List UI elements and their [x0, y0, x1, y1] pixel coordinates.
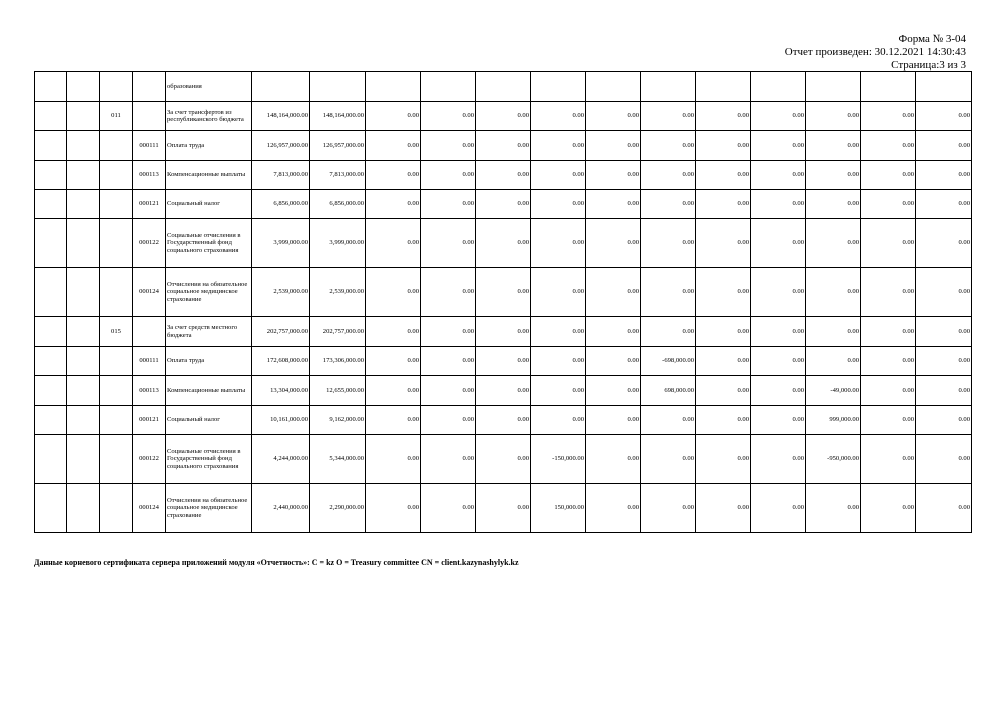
code-cell-c4: 000121 [133, 190, 166, 219]
row-name-cell: образования [166, 72, 252, 102]
code-cell-c4: 000111 [133, 347, 166, 376]
value-cell: 0.00 [531, 406, 586, 435]
value-cell: 0.00 [916, 102, 972, 131]
value-cell: 0.00 [696, 102, 751, 131]
code-cell-c4 [133, 102, 166, 131]
value-cell: 0.00 [531, 268, 586, 317]
table-row [35, 161, 972, 190]
value-cell: 0.00 [421, 190, 476, 219]
value-cell: 0.00 [586, 268, 641, 317]
code-cell-c1 [35, 190, 67, 219]
code-cell-c2 [67, 376, 100, 406]
value-cell: 0.00 [751, 435, 806, 484]
code-cell-c3: 015 [100, 317, 133, 347]
value-cell: 0.00 [586, 102, 641, 131]
value-cell: 0.00 [751, 102, 806, 131]
code-cell-c3 [100, 406, 133, 435]
value-cell: 0.00 [806, 190, 861, 219]
value-cell: 0.00 [641, 102, 696, 131]
value-cell: 0.00 [421, 376, 476, 406]
value-cell [806, 72, 861, 102]
table-row [35, 376, 972, 406]
code-cell-c2 [67, 347, 100, 376]
value-cell: 0.00 [641, 406, 696, 435]
page-indicator: Страница:3 из 3 [891, 59, 966, 71]
code-cell-c4: 000122 [133, 219, 166, 268]
code-cell-c3 [100, 72, 133, 102]
value-cell: 150,000.00 [531, 484, 586, 533]
code-cell-c1 [35, 406, 67, 435]
code-cell-c2 [67, 190, 100, 219]
value-cell: 0.00 [861, 435, 916, 484]
value-cell: 0.00 [366, 161, 421, 190]
table-row [35, 190, 972, 219]
code-cell-c2 [67, 406, 100, 435]
value-cell: 2,539,000.00 [252, 268, 310, 317]
value-cell: 148,164,000.00 [252, 102, 310, 131]
value-cell: 0.00 [421, 406, 476, 435]
row-name-cell: Социальный налог [166, 190, 252, 219]
value-cell: 0.00 [861, 347, 916, 376]
value-cell: 0.00 [421, 347, 476, 376]
value-cell: 6,856,000.00 [252, 190, 310, 219]
value-cell [586, 72, 641, 102]
value-cell: 0.00 [916, 317, 972, 347]
value-cell: 0.00 [696, 317, 751, 347]
value-cell: 0.00 [531, 102, 586, 131]
value-cell: 0.00 [476, 317, 531, 347]
value-cell: 0.00 [916, 406, 972, 435]
value-cell [366, 72, 421, 102]
value-cell: 173,306,000.00 [310, 347, 366, 376]
value-cell: 0.00 [586, 347, 641, 376]
code-cell-c1 [35, 219, 67, 268]
value-cell: 0.00 [806, 317, 861, 347]
value-cell: 0.00 [531, 376, 586, 406]
value-cell: 0.00 [806, 347, 861, 376]
code-cell-c4 [133, 317, 166, 347]
value-cell: 999,000.00 [806, 406, 861, 435]
value-cell: 0.00 [751, 190, 806, 219]
code-cell-c4: 000121 [133, 406, 166, 435]
value-cell: 0.00 [531, 190, 586, 219]
value-cell: 0.00 [421, 131, 476, 161]
value-cell: 0.00 [916, 219, 972, 268]
code-cell-c3 [100, 376, 133, 406]
value-cell: 0.00 [806, 131, 861, 161]
value-cell: 7,813,000.00 [310, 161, 366, 190]
value-cell: 0.00 [641, 268, 696, 317]
value-cell: 0.00 [641, 219, 696, 268]
value-cell: -150,000.00 [531, 435, 586, 484]
value-cell: 0.00 [861, 102, 916, 131]
value-cell: 0.00 [476, 161, 531, 190]
code-cell-c4: 000113 [133, 161, 166, 190]
value-cell: 0.00 [586, 435, 641, 484]
row-name-cell: Отчисления на обязательное социальное медицинское страхование [166, 268, 252, 317]
row-name-cell: Компенсационные выплаты [166, 376, 252, 406]
value-cell: 0.00 [806, 102, 861, 131]
value-cell: 10,161,000.00 [252, 406, 310, 435]
value-cell: 7,813,000.00 [252, 161, 310, 190]
row-name-cell: Социальные отчисления в Государственный фонд социального страхования [166, 219, 252, 268]
value-cell: 2,440,000.00 [252, 484, 310, 533]
value-cell: 0.00 [641, 435, 696, 484]
value-cell: -698,000.00 [641, 347, 696, 376]
code-cell-c4: 000111 [133, 131, 166, 161]
value-cell: 0.00 [751, 484, 806, 533]
value-cell: 0.00 [366, 131, 421, 161]
value-cell: 9,162,000.00 [310, 406, 366, 435]
value-cell: 0.00 [586, 317, 641, 347]
value-cell: 0.00 [751, 406, 806, 435]
value-cell: 0.00 [421, 317, 476, 347]
value-cell: 0.00 [861, 131, 916, 161]
value-cell: 0.00 [696, 219, 751, 268]
value-cell [252, 72, 310, 102]
value-cell: 0.00 [476, 347, 531, 376]
value-cell: 0.00 [916, 435, 972, 484]
value-cell: 0.00 [861, 317, 916, 347]
value-cell: 126,957,000.00 [252, 131, 310, 161]
value-cell: 0.00 [531, 219, 586, 268]
value-cell: 0.00 [421, 219, 476, 268]
value-cell: 0.00 [751, 131, 806, 161]
value-cell: 0.00 [476, 484, 531, 533]
value-cell: 6,856,000.00 [310, 190, 366, 219]
value-cell: 0.00 [916, 484, 972, 533]
row-name-cell: Социальный налог [166, 406, 252, 435]
code-cell-c1 [35, 484, 67, 533]
value-cell: 0.00 [531, 317, 586, 347]
value-cell: 0.00 [806, 161, 861, 190]
value-cell: 0.00 [366, 347, 421, 376]
value-cell: 0.00 [476, 268, 531, 317]
value-cell: 0.00 [696, 131, 751, 161]
code-cell-c2 [67, 317, 100, 347]
value-cell [751, 72, 806, 102]
value-cell: 0.00 [421, 102, 476, 131]
value-cell [641, 72, 696, 102]
value-cell: 0.00 [421, 484, 476, 533]
value-cell: 13,304,000.00 [252, 376, 310, 406]
value-cell: 0.00 [696, 484, 751, 533]
value-cell: 202,757,000.00 [310, 317, 366, 347]
row-name-cell: Отчисления на обязательное социальное медицинское страхование [166, 484, 252, 533]
value-cell: 0.00 [641, 484, 696, 533]
code-cell-c2 [67, 484, 100, 533]
code-cell-c1 [35, 268, 67, 317]
value-cell: 0.00 [586, 376, 641, 406]
code-cell-c3 [100, 190, 133, 219]
value-cell: 3,999,000.00 [310, 219, 366, 268]
value-cell: 0.00 [806, 484, 861, 533]
value-cell: 202,757,000.00 [252, 317, 310, 347]
value-cell: 0.00 [751, 317, 806, 347]
code-cell-c3 [100, 347, 133, 376]
value-cell: 2,539,000.00 [310, 268, 366, 317]
value-cell: 0.00 [861, 406, 916, 435]
value-cell: 0.00 [751, 161, 806, 190]
value-cell: 0.00 [366, 376, 421, 406]
value-cell: 0.00 [861, 190, 916, 219]
value-cell: 0.00 [476, 376, 531, 406]
value-cell: 0.00 [366, 219, 421, 268]
value-cell: 0.00 [751, 268, 806, 317]
value-cell: 0.00 [421, 435, 476, 484]
code-cell-c2 [67, 102, 100, 131]
code-cell-c3 [100, 219, 133, 268]
value-cell: 0.00 [421, 268, 476, 317]
code-cell-c4 [133, 72, 166, 102]
code-cell-c3 [100, 161, 133, 190]
table-row [35, 347, 972, 376]
value-cell: 2,290,000.00 [310, 484, 366, 533]
value-cell: 0.00 [916, 376, 972, 406]
code-cell-c3 [100, 484, 133, 533]
table-row [35, 72, 972, 102]
value-cell: 0.00 [861, 376, 916, 406]
value-cell: 0.00 [366, 484, 421, 533]
value-cell: 0.00 [366, 268, 421, 317]
value-cell: 0.00 [586, 161, 641, 190]
value-cell: 0.00 [696, 376, 751, 406]
value-cell: 0.00 [641, 161, 696, 190]
code-cell-c4: 000124 [133, 268, 166, 317]
table-row [35, 268, 972, 317]
value-cell: 0.00 [586, 484, 641, 533]
value-cell: 0.00 [366, 406, 421, 435]
value-cell: 0.00 [916, 268, 972, 317]
value-cell: 0.00 [916, 347, 972, 376]
value-cell: 0.00 [641, 131, 696, 161]
code-cell-c1 [35, 131, 67, 161]
value-cell: 0.00 [696, 161, 751, 190]
value-cell: 0.00 [806, 268, 861, 317]
value-cell: 0.00 [916, 161, 972, 190]
value-cell [916, 72, 972, 102]
row-name-cell: Социальные отчисления в Государственный фонд социального страхования [166, 435, 252, 484]
report-table [34, 71, 972, 533]
code-cell-c4: 000124 [133, 484, 166, 533]
code-cell-c3 [100, 131, 133, 161]
value-cell: 0.00 [366, 317, 421, 347]
value-cell: 0.00 [366, 435, 421, 484]
value-cell: 0.00 [696, 406, 751, 435]
code-cell-c2 [67, 161, 100, 190]
value-cell: -49,000.00 [806, 376, 861, 406]
code-cell-c1 [35, 102, 67, 131]
value-cell: 0.00 [751, 347, 806, 376]
value-cell: 172,608,000.00 [252, 347, 310, 376]
report-produced-timestamp: Отчет произведен: 30.12.2021 14:30:43 [784, 46, 966, 58]
code-cell-c3: 011 [100, 102, 133, 131]
value-cell: 0.00 [586, 190, 641, 219]
value-cell: 0.00 [696, 268, 751, 317]
value-cell: 0.00 [861, 161, 916, 190]
value-cell [696, 72, 751, 102]
code-cell-c1 [35, 347, 67, 376]
code-cell-c1 [35, 435, 67, 484]
value-cell: 0.00 [696, 190, 751, 219]
value-cell: 0.00 [696, 347, 751, 376]
code-cell-c4: 000113 [133, 376, 166, 406]
code-cell-c1 [35, 72, 67, 102]
value-cell: 0.00 [586, 406, 641, 435]
value-cell: 5,344,000.00 [310, 435, 366, 484]
value-cell [861, 72, 916, 102]
value-cell: 0.00 [421, 161, 476, 190]
row-name-cell: Компенсационные выплаты [166, 161, 252, 190]
code-cell-c1 [35, 161, 67, 190]
value-cell: 0.00 [916, 131, 972, 161]
value-cell: 0.00 [861, 268, 916, 317]
table-row [35, 131, 972, 161]
value-cell: 0.00 [531, 347, 586, 376]
value-cell [310, 72, 366, 102]
code-cell-c2 [67, 72, 100, 102]
value-cell: 0.00 [586, 131, 641, 161]
value-cell: -950,000.00 [806, 435, 861, 484]
value-cell: 0.00 [751, 219, 806, 268]
value-cell: 0.00 [806, 219, 861, 268]
code-cell-c2 [67, 435, 100, 484]
table-row [35, 435, 972, 484]
table-row [35, 484, 972, 533]
code-cell-c2 [67, 219, 100, 268]
value-cell: 126,957,000.00 [310, 131, 366, 161]
table-row [35, 219, 972, 268]
code-cell-c3 [100, 435, 133, 484]
code-cell-c1 [35, 317, 67, 347]
value-cell: 3,999,000.00 [252, 219, 310, 268]
value-cell: 0.00 [696, 435, 751, 484]
code-cell-c1 [35, 376, 67, 406]
value-cell: 698,000.00 [641, 376, 696, 406]
value-cell: 0.00 [476, 219, 531, 268]
value-cell: 0.00 [476, 102, 531, 131]
value-cell [476, 72, 531, 102]
value-cell: 148,164,000.00 [310, 102, 366, 131]
value-cell: 0.00 [641, 190, 696, 219]
value-cell: 0.00 [476, 406, 531, 435]
row-name-cell: За счет трансфертов из республиканского бюджета [166, 102, 252, 131]
value-cell: 0.00 [586, 219, 641, 268]
certificate-note: Данные корневого сертификата сервера приложений модуля «Отчетность»: C = kz O = Treasury committee CN = client.kazynashylyk.kz [34, 558, 519, 567]
table-row [35, 102, 972, 131]
value-cell: 0.00 [916, 190, 972, 219]
value-cell [531, 72, 586, 102]
code-cell-c4: 000122 [133, 435, 166, 484]
value-cell: 0.00 [861, 219, 916, 268]
value-cell: 0.00 [641, 317, 696, 347]
value-cell: 0.00 [531, 161, 586, 190]
table-row [35, 317, 972, 347]
value-cell: 0.00 [751, 376, 806, 406]
value-cell: 0.00 [476, 435, 531, 484]
row-name-cell: Оплата труда [166, 131, 252, 161]
value-cell: 0.00 [366, 190, 421, 219]
value-cell: 4,244,000.00 [252, 435, 310, 484]
code-cell-c2 [67, 268, 100, 317]
value-cell: 0.00 [531, 131, 586, 161]
value-cell: 0.00 [476, 131, 531, 161]
form-number: Форма № 3-04 [898, 33, 966, 45]
value-cell: 12,655,000.00 [310, 376, 366, 406]
code-cell-c2 [67, 131, 100, 161]
row-name-cell: Оплата труда [166, 347, 252, 376]
table-row [35, 406, 972, 435]
value-cell: 0.00 [476, 190, 531, 219]
row-name-cell: За счет средств местного бюджета [166, 317, 252, 347]
value-cell: 0.00 [861, 484, 916, 533]
value-cell [421, 72, 476, 102]
value-cell: 0.00 [366, 102, 421, 131]
code-cell-c3 [100, 268, 133, 317]
